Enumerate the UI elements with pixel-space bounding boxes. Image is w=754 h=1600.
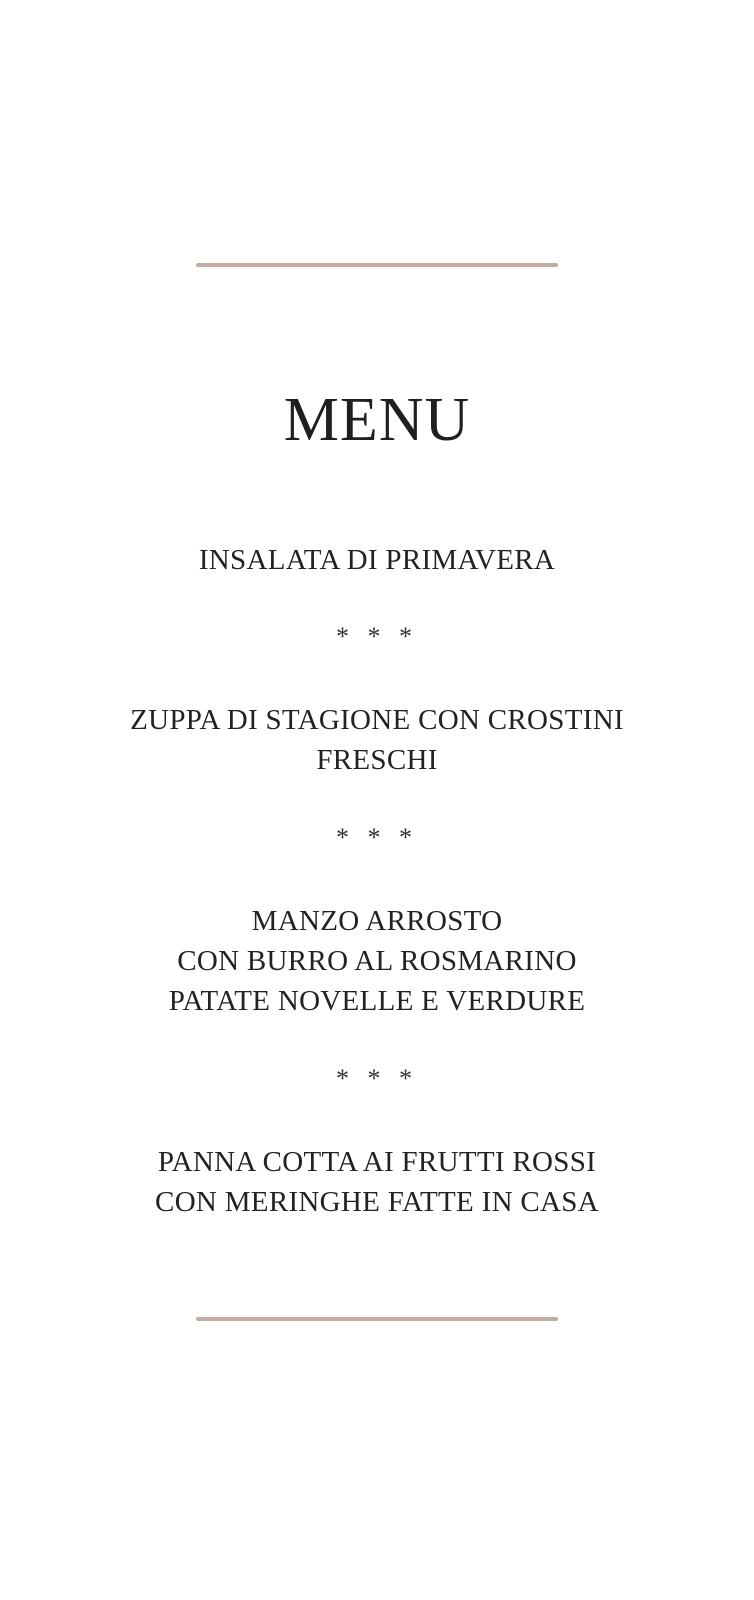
- course-dessert: [0, 1142, 754, 1222]
- course-line: MANZO ARROSTO: [251, 905, 503, 937]
- bottom-divider-rule: [196, 1317, 558, 1321]
- course-main: [0, 901, 754, 1021]
- course-line: CON MERINGHE FATTE IN CASA: [155, 1186, 599, 1218]
- course-separator: * * *: [336, 1064, 418, 1093]
- top-divider-rule: [196, 263, 558, 267]
- course-line: CON BURRO AL ROSMARINO: [177, 945, 577, 977]
- course-separator: * * *: [336, 823, 418, 852]
- menu-title: MENU: [283, 386, 471, 454]
- course-soup: [0, 700, 754, 780]
- course-line: PATATE NOVELLE E VERDURE: [168, 985, 586, 1017]
- course-line: PANNA COTTA AI FRUTTI ROSSI: [157, 1146, 597, 1178]
- course-line: ZUPPA DI STAGIONE CON CROSTINI: [130, 704, 624, 736]
- course-line: FRESCHI: [316, 744, 438, 776]
- course-starter: [0, 540, 754, 580]
- course-line: INSALATA DI PRIMAVERA: [198, 544, 556, 576]
- course-separator: * * *: [336, 622, 418, 651]
